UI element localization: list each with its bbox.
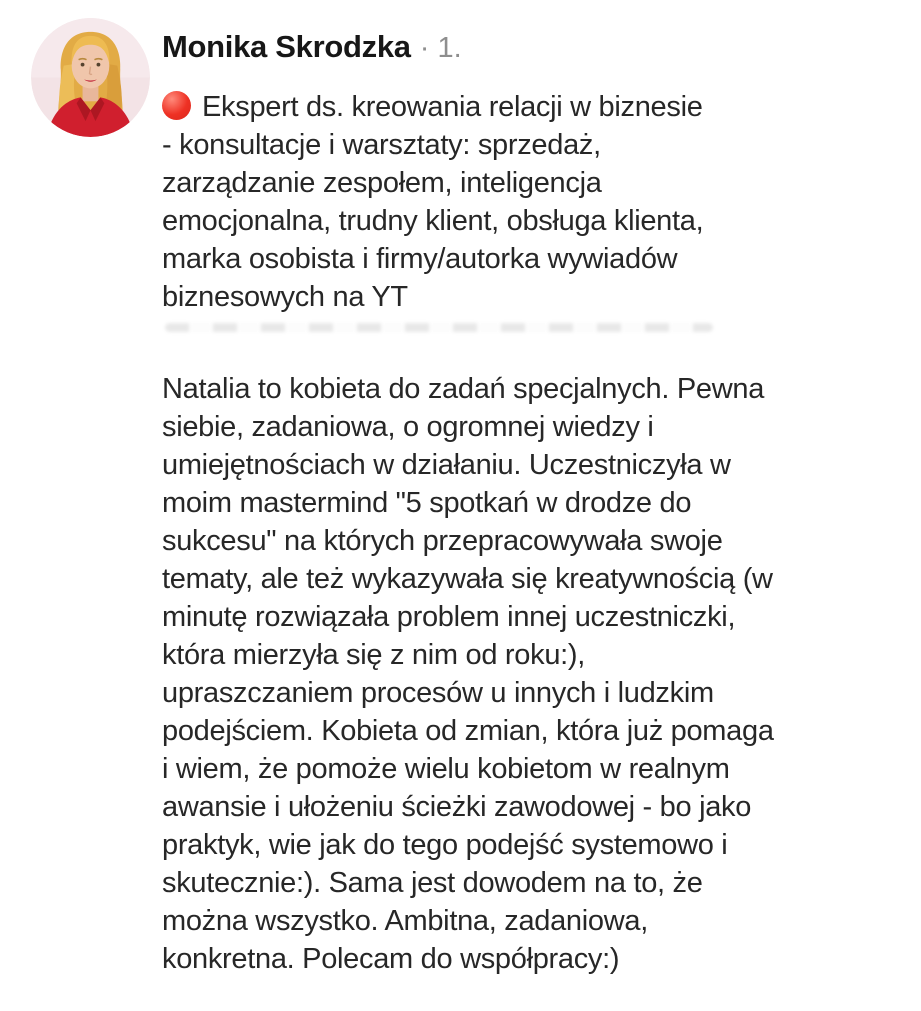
text-line: tematy, ale też wykazywała się kreatywnością (w bbox=[162, 563, 773, 595]
text-line: umiejętnościach w działaniu. Uczestniczyła w bbox=[162, 449, 731, 481]
headline-lines bbox=[162, 126, 910, 316]
text-line: Natalia to kobieta do zadań specjalnych. Pewna bbox=[162, 373, 765, 405]
profile-photo-illustration bbox=[31, 18, 150, 137]
text-line: siebie, zadaniowa, o ogromnej wiedzy i bbox=[162, 411, 654, 443]
faded-text-smudge bbox=[165, 323, 713, 332]
text-line: minutę rozwiązała problem innej uczestniczki, bbox=[162, 601, 736, 633]
red-circle-emoji bbox=[162, 91, 191, 120]
author-row bbox=[162, 28, 910, 66]
text-line: upraszczaniem procesów u innych i ludzkim bbox=[162, 677, 714, 709]
text-line: konkretna. Polecam do współpracy:) bbox=[162, 943, 620, 975]
text-line: która mierzyła się z nim od roku:), bbox=[162, 639, 586, 671]
text-line: skutecznie:). Sama jest dowodem na to, że bbox=[162, 867, 703, 899]
text-line: sukcesu" na których przepracowywała swoje bbox=[162, 525, 723, 557]
text-line: moim mastermind "5 spotkań w drodze do bbox=[162, 487, 692, 519]
text-line: awansie i ułożeniu ścieżki zawodowej - bo jako bbox=[162, 791, 752, 823]
text-line: marka osobista i firmy/autorka wywiadów bbox=[162, 243, 678, 275]
text-line: zarządzanie zespołem, inteligencja bbox=[162, 167, 602, 199]
author-name[interactable]: Monika Skrodzka bbox=[162, 29, 411, 64]
text-line: biznesowych na YT bbox=[162, 281, 408, 313]
headline-first-line-text: Ekspert ds. kreowania relacji w biznesie bbox=[202, 91, 703, 123]
text-line: podejściem. Kobieta od zmian, która już pomaga bbox=[162, 715, 774, 747]
avatar[interactable] bbox=[31, 18, 150, 137]
text-line: emocjonalna, trudny klient, obsługa klienta, bbox=[162, 205, 704, 237]
text-line: - konsultacje i warsztaty: sprzedaż, bbox=[162, 129, 601, 161]
post-content bbox=[162, 28, 910, 978]
text-line: praktyk, wie jak do tego podejść systemowo i bbox=[162, 829, 728, 861]
recommendation-text bbox=[162, 370, 910, 978]
text-line: można wszystko. Ambitna, zadaniowa, bbox=[162, 905, 648, 937]
text-line: i wiem, że pomoże wielu kobietom w realnym bbox=[162, 753, 730, 785]
author-headline bbox=[162, 88, 910, 316]
headline-first-line bbox=[162, 88, 910, 126]
connection-degree: · 1. bbox=[419, 32, 462, 64]
